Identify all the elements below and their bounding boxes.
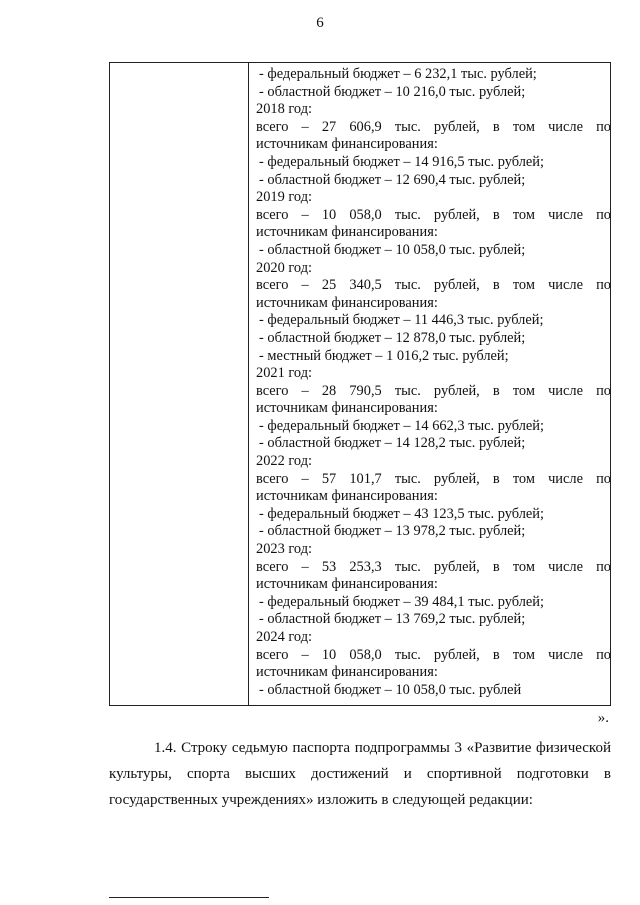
table-line: 2021 год: bbox=[256, 365, 313, 382]
table-line: 2024 год: bbox=[256, 629, 313, 645]
table-line: - федеральный бюджет – 14 916,5 тыс. рублей; bbox=[259, 153, 544, 170]
table-line: 2023 год: bbox=[256, 541, 313, 558]
table-line: - областной бюджет – 12 878,0 тыс. рублей; bbox=[259, 329, 526, 346]
footnote-rule bbox=[109, 897, 269, 898]
table-line: 2018 год: bbox=[256, 101, 313, 118]
table-column-divider bbox=[248, 62, 249, 706]
table-line: - местный бюджет – 1 016,2 тыс. рублей; bbox=[259, 347, 509, 364]
table-line: источникам финансирования: bbox=[256, 664, 438, 681]
paragraph-line: государственных учреждениях» изложить в следующей редакции: bbox=[109, 792, 533, 808]
table-line: - федеральный бюджет – 14 662,3 тыс. рублей; bbox=[259, 417, 544, 434]
paragraph-line: культуры, спорта высших достижений и спортивной подготовки в bbox=[109, 766, 611, 782]
table-line: источникам финансирования: bbox=[256, 224, 438, 241]
table-line: источникам финансирования: bbox=[256, 576, 438, 593]
table-line: 2019 год: bbox=[256, 189, 313, 206]
table-line: всего – 28 790,5 тыс. рублей, в том числе по bbox=[256, 382, 611, 399]
table-line: - федеральный бюджет – 11 446,3 тыс. рублей; bbox=[259, 312, 544, 329]
table-line: источникам финансирования: bbox=[256, 136, 438, 153]
table-line: всего – 53 253,3 тыс. рублей, в том числе по bbox=[256, 558, 611, 575]
table-line: 2022 год: bbox=[256, 453, 313, 470]
amendment-paragraph bbox=[109, 735, 611, 813]
table-line: - областной бюджет – 10 058,0 тыс. рублей bbox=[259, 681, 522, 698]
closing-quote: ». bbox=[597, 710, 609, 726]
table-line: источникам финансирования: bbox=[256, 488, 438, 505]
table-line: - областной бюджет – 10 058,0 тыс. рублей; bbox=[259, 241, 526, 258]
table-line: источникам финансирования: bbox=[256, 400, 438, 417]
table-line: всего – 10 058,0 тыс. рублей, в том числе по bbox=[256, 206, 611, 223]
page-number: 6 bbox=[316, 15, 324, 31]
table-line: всего – 27 606,9 тыс. рублей, в том числе по bbox=[256, 118, 611, 135]
table-line: - областной бюджет – 14 128,2 тыс. рублей; bbox=[259, 435, 526, 452]
table-line: - федеральный бюджет – 39 484,1 тыс. рублей; bbox=[259, 593, 544, 610]
table-line: - областной бюджет – 13 978,2 тыс. рублей; bbox=[259, 523, 526, 540]
table-line: источникам финансирования: bbox=[256, 294, 438, 311]
table-line: - областной бюджет – 12 690,4 тыс. рублей; bbox=[259, 171, 526, 188]
table-line: - областной бюджет – 13 769,2 тыс. рублей; bbox=[259, 611, 526, 628]
table-line: 2020 год: bbox=[256, 259, 313, 276]
table-line: - федеральный бюджет – 6 232,1 тыс. рублей; bbox=[259, 66, 537, 82]
table-line: всего – 25 340,5 тыс. рублей, в том числе по bbox=[256, 277, 611, 294]
table-line: всего – 10 058,0 тыс. рублей, в том числе по bbox=[256, 646, 611, 663]
table-line: всего – 57 101,7 тыс. рублей, в том числе по bbox=[256, 470, 611, 487]
table-line: - областной бюджет – 10 216,0 тыс. рублей; bbox=[259, 83, 526, 100]
table-line: - федеральный бюджет – 43 123,5 тыс. рублей; bbox=[259, 505, 544, 522]
paragraph-line: 1.4. Строку седьмую паспорта подпрограммы 3 «Развитие физической bbox=[154, 740, 611, 756]
funding-table-text bbox=[256, 66, 611, 699]
